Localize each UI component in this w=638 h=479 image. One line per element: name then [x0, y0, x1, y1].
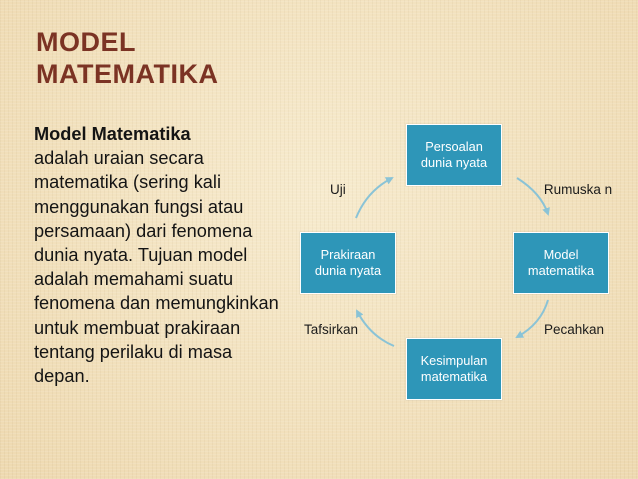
arrow-bottom-to-left [357, 311, 394, 346]
node-model-matematika: Model matematika [513, 232, 609, 294]
definition-term: Model Matematika [34, 124, 191, 144]
node-kesimpulan-matematika: Kesimpulan matematika [406, 338, 502, 400]
edge-label-uji: Uji [330, 182, 346, 197]
edge-label-tafsirkan: Tafsirkan [304, 322, 359, 337]
edge-label-rumuskan: Rumuska n [543, 182, 613, 197]
node-persoalan-dunia-nyata: Persoalan dunia nyata [406, 124, 502, 186]
definition-body: adalah uraian secara matematika (sering kali menggunakan fungsi atau persamaan) dari fenomena dunia nyata. Tujuan model adalah memahami suatu fenomena dan memungkinkan untuk membuat prakiraan tentang perilaku di masa depan. [34, 148, 279, 387]
title-line-2: MATEMATIKA [36, 59, 219, 89]
edge-label-pecahkan: Pecahkan [544, 322, 605, 337]
node-prakiraan-dunia-nyata: Prakiraan dunia nyata [300, 232, 396, 294]
arrow-left-to-top [356, 178, 392, 218]
title-line-1: MODEL [36, 27, 136, 57]
